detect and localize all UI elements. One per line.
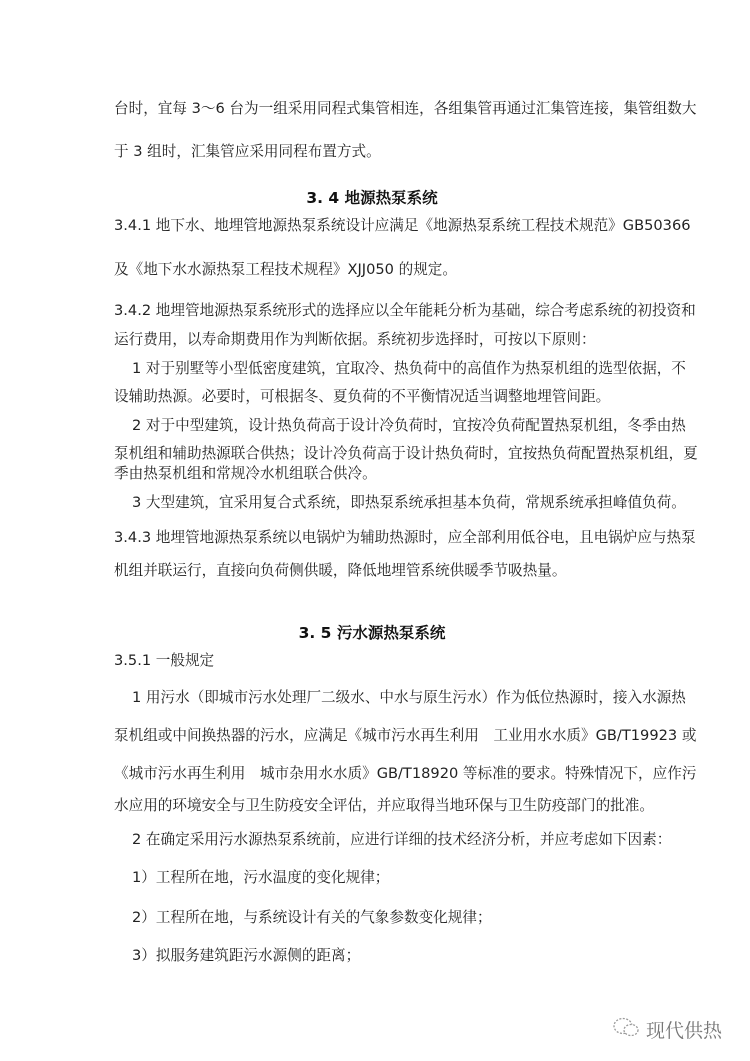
paragraph-line: 水应用的环境安全与卫生防疫安全评估，并应取得当地环保与卫生防疫部门的批准。 xyxy=(114,797,654,814)
list-item: 1 对于别墅等小型低密度建筑，宜取冷、热负荷中的高值作为热泵机组的选型依据，不 xyxy=(132,360,686,377)
list-item: 3）拟服务建筑距污水源侧的距离； xyxy=(132,947,361,964)
list-item: 1）工程所在地，污水温度的变化规律； xyxy=(132,869,390,886)
watermark-text: 现代供热 xyxy=(646,1020,723,1042)
clause-3-5-1: 3.5.1 一般规定 xyxy=(114,652,215,669)
paragraph-line: 泵机组或中间换热器的污水，应满足《城市污水再生利用 工业用水水质》GB/T19923 或 xyxy=(114,727,697,744)
list-item: 2）工程所在地，与系统设计有关的气象参数变化规律； xyxy=(132,909,492,926)
list-item: 1 用污水（即城市污水处理厂二级水、中水与原生污水）作为低位热源时，接入水源热 xyxy=(132,689,686,706)
paragraph-line: 及《地下水水源热泵工程技术规程》XJJ050 的规定。 xyxy=(114,261,457,278)
clause-3-4-3: 3.4.3 地埋管地源热泵系统以电锅炉为辅助热源时，应全部利用低谷电，且电锅炉应与热泵 xyxy=(114,529,696,546)
clause-3-4-1: 3.4.1 地下水、地埋管地源热泵系统设计应满足《地源热泵系统工程技术规范》GB50366 xyxy=(114,217,691,234)
paragraph-line: 季由热泵机组和常规冷水机组联合供冷。 xyxy=(114,465,377,482)
paragraph-line: 泵机组和辅助热源联合供热；设计冷负荷高于设计热负荷时，宜按热负荷配置热泵机组，夏 xyxy=(114,445,698,462)
list-item: 2 在确定采用污水源热泵系统前，应进行详细的技术经济分析，并应考虑如下因素： xyxy=(132,831,672,848)
wechat-icon xyxy=(612,1016,640,1043)
section-heading-3-4: 3. 4 地源热泵系统 xyxy=(306,189,438,207)
paragraph-line: 台时，宜每 3～6 台为一组采用同程式集管相连，各组集管再通过汇集管连接，集管组数大 xyxy=(114,100,697,117)
paragraph-line: 运行费用，以寿命期费用作为判断依据。系统初步选择时，可按以下原则： xyxy=(114,331,596,348)
paragraph-line: 设辅助热源。必要时，可根据冬、夏负荷的不平衡情况适当调整地埋管间距。 xyxy=(114,388,611,405)
section-heading-3-5: 3. 5 污水源热泵系统 xyxy=(298,624,446,642)
watermark xyxy=(612,1016,722,1043)
paragraph-line: 于 3 组时，汇集管应采用同程布置方式。 xyxy=(114,143,381,160)
clause-3-4-2: 3.4.2 地埋管地源热泵系统形式的选择应以全年能耗分析为基础，综合考虑系统的初投资和 xyxy=(114,302,696,319)
list-item: 3 大型建筑，宜采用复合式系统，即热泵系统承担基本负荷，常规系统承担峰值负荷。 xyxy=(132,494,686,511)
paragraph-line: 《城市污水再生利用 城市杂用水水质》GB/T18920 等标准的要求。特殊情况下，应作污 xyxy=(114,765,697,782)
paragraph-line: 机组并联运行，直接向负荷侧供暖，降低地埋管系统供暖季节吸热量。 xyxy=(114,562,567,579)
list-item: 2 对于中型建筑，设计热负荷高于设计冷负荷时，宜按冷负荷配置热泵机组，冬季由热 xyxy=(132,417,686,434)
